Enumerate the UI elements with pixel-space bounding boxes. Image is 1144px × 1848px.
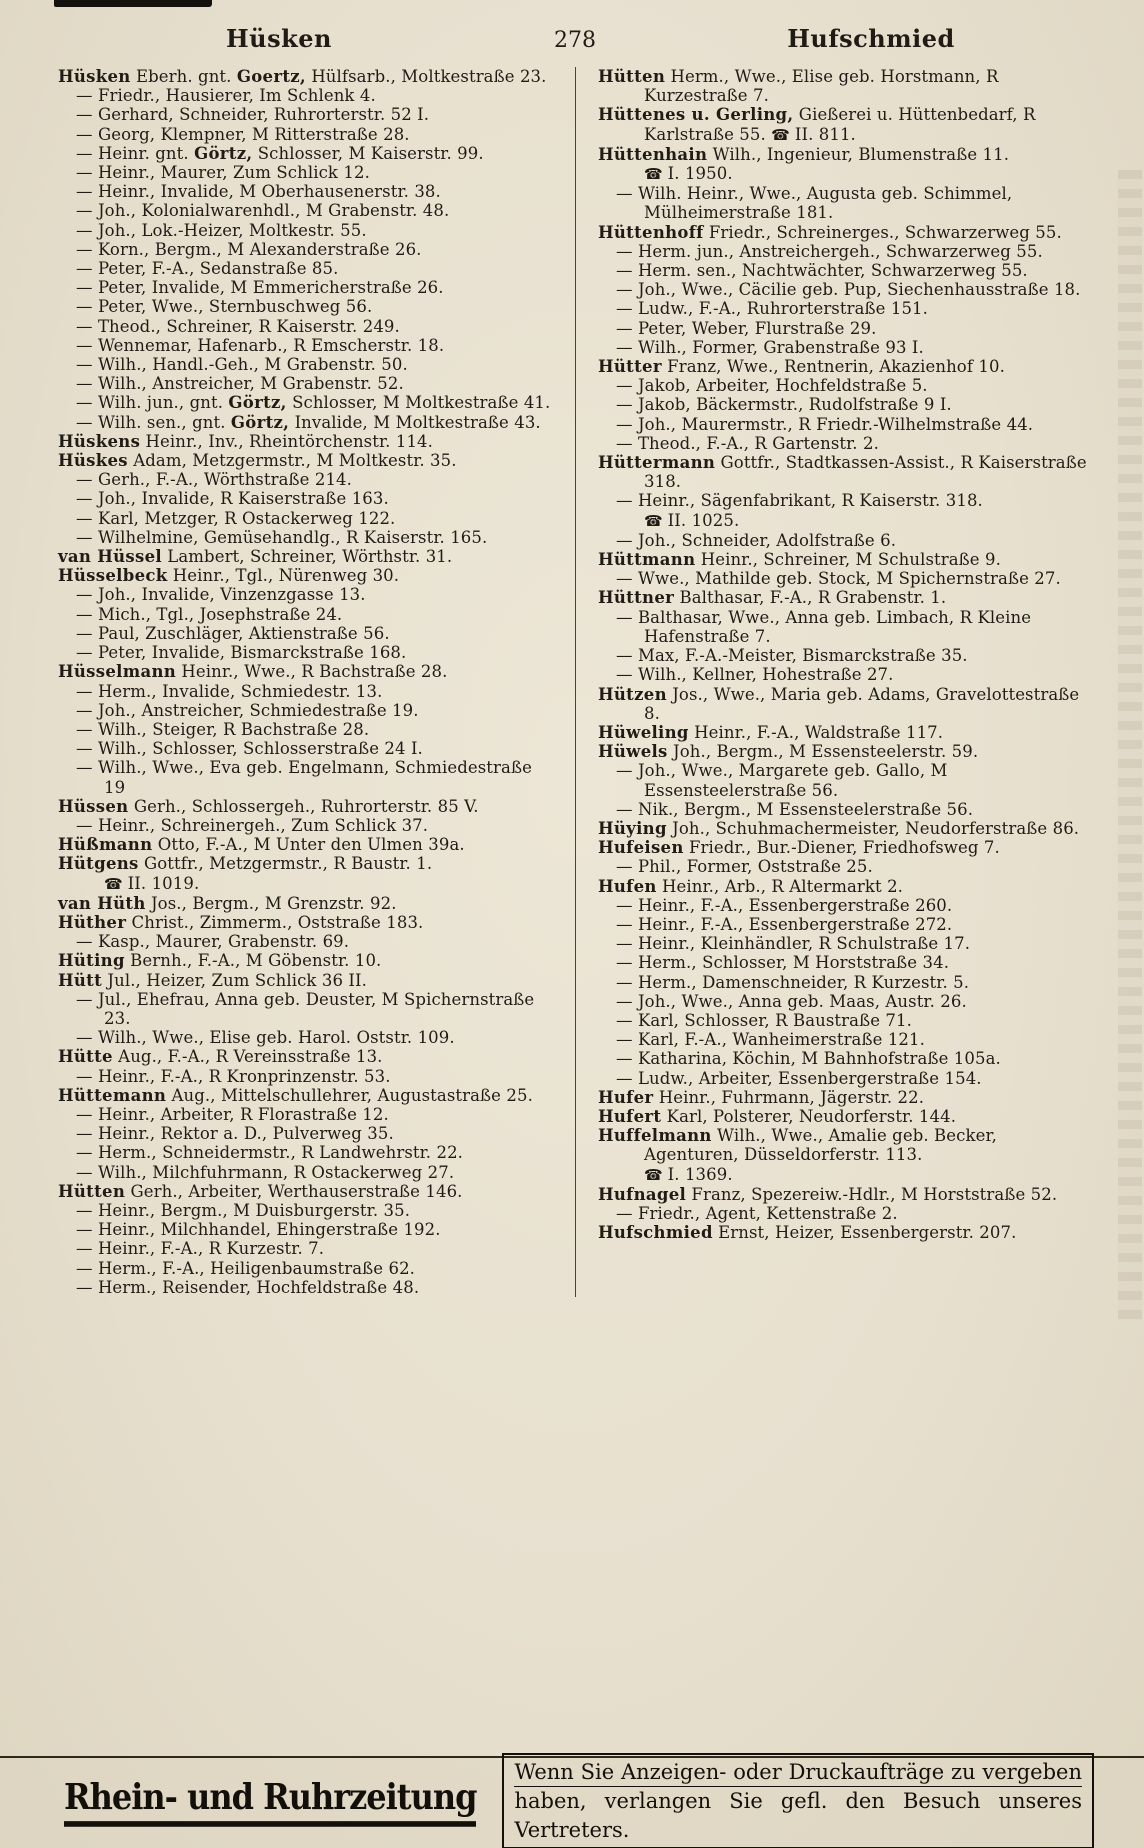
directory-entry (58, 432, 555, 451)
ad-message-box (502, 1753, 1094, 1848)
entry-text: — Theod., F.-A., R Gartenstr. 2. (616, 433, 879, 453)
surname: Hüttenhoff (598, 222, 704, 242)
entry-text: Friedr., Bur.-Diener, Friedhofsweg 7. (683, 838, 1000, 858)
entry-text: — Joh., Wwe., Cäcilie geb. Pup, Siechenhausstraße 18. (616, 280, 1081, 300)
surname: Hütgens (58, 854, 139, 874)
directory-entry (598, 453, 1092, 491)
entry-text: — Peter, Wwe., Sternbuschweg 56. (76, 297, 373, 317)
directory-entry-continuation (598, 319, 1092, 338)
entry-text: Schlosser, M Kaiserstr. 99. (252, 143, 484, 163)
surname: Hüsken (58, 67, 131, 86)
directory-entry-continuation (58, 990, 555, 1028)
entry-text: Hülfsarb., Moltkestraße 23. (305, 67, 547, 86)
directory-entry-continuation (58, 739, 555, 758)
directory-entry (58, 894, 555, 913)
entry-text: — Joh., Wwe., Anna geb. Maas, Austr. 26. (616, 991, 967, 1011)
directory-entry-continuation (58, 393, 555, 412)
telephone-icon: ☎ (771, 125, 795, 144)
directory-entry-continuation (58, 1239, 555, 1258)
entry-text: Joh., Bergm., M Essensteelerstr. 59. (667, 742, 979, 762)
directory-entry (598, 1223, 1092, 1242)
directory-entry (598, 105, 1092, 144)
directory-entry-continuation (598, 1011, 1092, 1030)
entry-text: Gottfr., Metzgermstr., R Baustr. 1. (138, 854, 433, 874)
entry-text: — Heinr., Rektor a. D., Pulverweg 35. (76, 1124, 394, 1144)
directory-entry (598, 550, 1092, 569)
entry-text: Ernst, Heizer, Essenbergerstr. 207. (712, 1223, 1017, 1243)
surname: Hüweling (598, 722, 689, 742)
entry-text: — Joh., Invalide, Vinzenzgasse 13. (76, 585, 366, 605)
directory-entry-continuation (58, 1143, 555, 1162)
surname: Hüsselmann (58, 662, 177, 682)
entry-text: Invalide, M Moltkestraße 43. (289, 412, 541, 432)
entry-text: — Balthasar, Wwe., Anna geb. Limbach, R Kleine Hafenstraße 7. (616, 607, 1032, 646)
entry-text: Heinr., Fuhrmann, Jägerstr. 22. (653, 1087, 925, 1107)
entry-text: — Wilh., Handl.-Geh., M Grabenstr. 50. (76, 355, 408, 375)
entry-text: Bernh., F.-A., M Göbenstr. 10. (124, 951, 382, 971)
surname: Hufnagel (598, 1184, 687, 1204)
directory-entry-continuation (58, 125, 555, 144)
entry-text: — Wennemar, Hafenarb., R Emscherstr. 18. (76, 335, 445, 355)
surname: Hüttemann (58, 1085, 167, 1105)
surname: Hüttenes u. Gerling, (598, 105, 794, 125)
column-left (58, 67, 575, 1297)
entry-text: — Wilh., Anstreicher, M Grabenstr. 52. (76, 374, 404, 394)
directory-entry-continuation (598, 1030, 1092, 1049)
surname: Goertz, (236, 67, 306, 86)
directory-entry-continuation (598, 1069, 1092, 1088)
entry-text: — Herm. jun., Anstreichergeh., Schwarzerweg 55. (616, 241, 1043, 261)
surname: Hüttner (598, 588, 675, 608)
surname: Görtz, (228, 393, 287, 413)
surname: Hufeisen (598, 838, 684, 858)
directory-entry-continuation (58, 163, 555, 182)
surname: Hüting (58, 951, 125, 971)
surname: Hüying (598, 818, 667, 838)
entry-text: — Heinr., Bergm., M Duisburgerstr. 35. (76, 1200, 411, 1220)
directory-entry-continuation (58, 336, 555, 355)
entry-text: Joh., Schuhmachermeister, Neudorferstraße 86. (666, 818, 1080, 838)
directory-entry-continuation (598, 434, 1092, 453)
page-bleedthrough (1118, 170, 1142, 1320)
entry-text: — Heinr., Maurer, Zum Schlick 12. (76, 163, 370, 183)
entry-text: Friedr., Schreinerges., Schwarzerweg 55. (703, 222, 1062, 242)
entry-text: — Karl, Schlosser, R Baustraße 71. (616, 1010, 912, 1030)
directory-entry-continuation (58, 489, 555, 508)
surname: Hufert (598, 1106, 662, 1126)
directory-entry (58, 451, 555, 470)
entry-text: Eberh. gnt. (130, 67, 237, 86)
directory-entry-continuation (58, 682, 555, 701)
entry-text: — Paul, Zuschläger, Aktienstraße 56. (76, 623, 390, 643)
entry-text: — Heinr., F.-A., R Kurzestr. 7. (76, 1239, 325, 1259)
surname: Hütten (598, 67, 666, 86)
entry-text: — Heinr., Milchhandel, Ehingerstraße 192. (76, 1220, 441, 1240)
directory-entry-continuation (598, 184, 1092, 222)
entry-text: — Heinr., F.-A., Essenbergerstraße 260. (616, 895, 953, 915)
entry-text: Gerh., Schlossergeh., Ruhrorterstr. 85 V. (128, 796, 479, 816)
directory-entry-continuation (598, 531, 1092, 550)
directory-entry-continuation (58, 509, 555, 528)
surname: Hüttenhain (598, 144, 708, 164)
directory-entry (58, 566, 555, 585)
phone-number: II. 1025. (667, 510, 740, 530)
entry-text: Heinr., Wwe., R Bachstraße 28. (176, 662, 448, 682)
directory-entry-continuation (598, 992, 1092, 1011)
directory-entry-continuation (58, 528, 555, 547)
entry-text: Karl, Polsterer, Neudorferstr. 144. (661, 1106, 957, 1126)
surname: Hüttermann (598, 453, 716, 473)
entry-text: — Herm., Reisender, Hochfeldstraße 48. (76, 1277, 420, 1297)
entry-text: — Jul., Ehefrau, Anna geb. Deuster, M Spichernstraße 23. (76, 989, 535, 1028)
entry-text: — Joh., Maurermstr., R Friedr.-Wilhelmstraße 44. (616, 414, 1034, 434)
surname: van Hüth (58, 893, 146, 913)
surname: Hüttmann (598, 550, 696, 570)
directory-entry (598, 723, 1092, 742)
directory-entry (598, 145, 1092, 184)
entry-text: Heinr., Tgl., Nürenweg 30. (167, 566, 400, 586)
directory-entry-continuation (58, 355, 555, 374)
surname: Hüwels (598, 742, 668, 762)
entry-text: — Peter, F.-A., Sedanstraße 85. (76, 259, 339, 279)
entry-text: — Phil., Former, Oststraße 25. (616, 857, 873, 877)
directory-entry-continuation (598, 299, 1092, 318)
directory-entry-continuation (58, 259, 555, 278)
directory-entry-continuation (598, 761, 1092, 799)
entry-text: — Wilh., Former, Grabenstraße 93 I. (616, 337, 924, 357)
directory-entry-continuation (598, 973, 1092, 992)
entry-text: — Wilh., Wwe., Eva geb. Engelmann, Schmiedestraße 19 (76, 758, 532, 797)
directory-entry-continuation (58, 182, 555, 201)
entry-text: — Joh., Lok.-Heizer, Moltkestr. 55. (76, 220, 367, 240)
surname: Hüskes (58, 451, 128, 471)
directory-entry-continuation (58, 105, 555, 124)
entry-text: — Heinr. gnt. (76, 143, 195, 163)
phone-number: II. 811. (794, 124, 856, 144)
entry-text: — Katharina, Köchin, M Bahnhofstraße 105a. (616, 1049, 1001, 1069)
directory-entry (598, 588, 1092, 607)
entry-text: — Heinr., F.-A., R Kronprinzenstr. 53. (76, 1066, 391, 1086)
directory-entry-continuation (58, 720, 555, 739)
entry-text: Wilh., Wwe., Amalie geb. Becker, Agenturen, Düsseldorferstr. 113. (644, 1126, 997, 1165)
entry-text: Heinr., Schreiner, M Schulstraße 9. (695, 550, 1001, 570)
entry-text: — Wilh. Heinr., Wwe., Augusta geb. Schimmel, Mülheimerstraße 181. (616, 184, 1013, 223)
ad-message-line-2: haben, verlangen Sie gefl. den Besuch unseres Vertreters. (514, 1786, 1082, 1844)
directory-entry (58, 1182, 555, 1201)
directory-entry-continuation (58, 470, 555, 489)
phone-number: II. 1019. (127, 873, 200, 893)
directory-entry (598, 1088, 1092, 1107)
directory-entry-continuation (598, 915, 1092, 934)
surname: Hüskens (58, 431, 141, 451)
directory-entry-continuation (58, 86, 555, 105)
entry-text: — Heinr., Arbeiter, R Florastraße 12. (76, 1104, 389, 1124)
directory-entry-continuation (598, 242, 1092, 261)
entry-text: — Herm., F.-A., Heiligenbaumstraße 62. (76, 1258, 416, 1278)
entry-text: — Heinr., Kleinhändler, R Schulstraße 17. (616, 934, 971, 954)
entry-text: Heinr., Inv., Rheintörchenstr. 114. (140, 431, 433, 451)
directory-entry-continuation (598, 646, 1092, 665)
directory-entry-continuation (58, 643, 555, 662)
entry-text: — Wwe., Mathilde geb. Stock, M Spichernstraße 27. (616, 569, 1061, 589)
entry-text: Schlosser, M Moltkestraße 41. (286, 393, 551, 413)
header-keyword-left: Hüsken (226, 24, 332, 53)
directory-entry-continuation (58, 1220, 555, 1239)
telephone-icon: ☎ (104, 874, 128, 893)
entry-text: Otto, F.-A., M Unter den Ulmen 39a. (152, 835, 465, 855)
directory-entry-continuation (598, 280, 1092, 299)
entry-text: — Ludw., F.-A., Ruhrorterstraße 151. (616, 299, 928, 319)
entry-text: — Wilh., Steiger, R Bachstraße 28. (76, 719, 370, 739)
directory-entry (598, 357, 1092, 376)
entry-text: — Joh., Anstreicher, Schmiedestraße 19. (76, 700, 419, 720)
directory-entry-continuation (598, 953, 1092, 972)
entry-text: — Jakob, Bäckermstr., Rudolfstraße 9 I. (616, 395, 952, 415)
directory-entry-continuation (598, 857, 1092, 876)
entry-text: — Ludw., Arbeiter, Essenbergerstraße 154. (616, 1068, 982, 1088)
surname: Görtz, (230, 412, 290, 432)
directory-entry (58, 547, 555, 566)
page-number: 278 (554, 28, 596, 53)
directory-entry-continuation (58, 317, 555, 336)
entry-text: Gießerei u. Hüttenbedarf, R Karlstraße 55. (644, 105, 1036, 144)
phone-number: I. 1369. (667, 1164, 733, 1184)
directory-entry (598, 819, 1092, 838)
column-right (575, 67, 1092, 1297)
directory-entry-continuation (58, 816, 555, 835)
surname: Hütten (58, 1181, 126, 1201)
page-header (58, 24, 1092, 53)
entry-text: — Jakob, Arbeiter, Hochfeldstraße 5. (616, 376, 928, 396)
directory-entry-continuation (58, 624, 555, 643)
directory-entry-continuation (598, 491, 1092, 530)
entry-text: — Max, F.-A.-Meister, Bismarckstraße 35. (616, 646, 968, 666)
directory-entry-continuation (58, 1124, 555, 1143)
directory-entry-continuation (598, 608, 1092, 646)
directory-entry-continuation (598, 261, 1092, 280)
directory-columns (58, 67, 1092, 1297)
directory-entry-continuation (58, 1163, 555, 1182)
entry-text: — Joh., Wwe., Margarete geb. Gallo, M Essensteelerstraße 56. (616, 761, 948, 800)
directory-entry (58, 797, 555, 816)
entry-text: — Joh., Schneider, Adolfstraße 6. (616, 530, 897, 550)
directory-entry-continuation (58, 374, 555, 393)
entry-text: Lambert, Schreiner, Wörthstr. 31. (161, 547, 453, 567)
entry-text: — Wilhelmine, Gemüsehandlg., R Kaiserstr. 165. (76, 527, 488, 547)
entry-text: — Herm., Schneidermstr., R Landwehrstr. 22. (76, 1143, 464, 1163)
directory-entry (598, 685, 1092, 723)
directory-entry-continuation (58, 1201, 555, 1220)
entry-text: — Wilh., Kellner, Hohestraße 27. (616, 665, 894, 685)
surname: Hütt (58, 970, 103, 990)
entry-text: — Kasp., Maurer, Grabenstr. 69. (76, 932, 350, 952)
directory-entry (58, 662, 555, 681)
directory-entry (58, 1047, 555, 1066)
entry-text: — Wilh., Milchfuhrmann, R Ostackerweg 27. (76, 1162, 455, 1182)
directory-entry-continuation (58, 201, 555, 220)
entry-text: — Wilh. sen., gnt. (76, 412, 231, 432)
directory-entry (58, 1086, 555, 1105)
directory-entry-continuation (58, 297, 555, 316)
entry-text: Gerh., Arbeiter, Werthauserstraße 146. (125, 1181, 463, 1201)
directory-entry (598, 1185, 1092, 1204)
directory-entry-continuation (598, 896, 1092, 915)
entry-text: Franz, Wwe., Rentnerin, Akazienhof 10. (661, 357, 1005, 377)
directory-entry (598, 877, 1092, 896)
directory-entry-continuation (58, 1278, 555, 1297)
entry-text: — Peter, Invalide, Bismarckstraße 168. (76, 643, 407, 663)
entry-text: — Mich., Tgl., Josephstraße 24. (76, 604, 343, 624)
entry-text: Aug., Mittelschullehrer, Augustastraße 25. (166, 1085, 533, 1105)
directory-entry-continuation (58, 221, 555, 240)
directory-entry-continuation (58, 758, 555, 796)
entry-text: Heinr., F.-A., Waldstraße 117. (688, 722, 944, 742)
directory-entry-continuation (598, 569, 1092, 588)
entry-text: — Herm., Invalide, Schmiedestr. 13. (76, 681, 383, 701)
surname: Hütte (58, 1047, 113, 1067)
directory-entry (58, 835, 555, 854)
surname: Hüsselbeck (58, 566, 168, 586)
entry-text: Adam, Metzgermstr., M Moltkestr. 35. (127, 451, 457, 471)
directory-entry-continuation (58, 1105, 555, 1124)
surname: Hufschmied (598, 1223, 713, 1243)
entry-text: — Peter, Weber, Flurstraße 29. (616, 318, 877, 338)
directory-entry-continuation (598, 1049, 1092, 1068)
directory-entry (58, 971, 555, 990)
advertisement (0, 1756, 1144, 1848)
entry-text: Wilh., Ingenieur, Blumenstraße 11. (707, 144, 1010, 164)
directory-entry-continuation (58, 413, 555, 432)
surname: Hüssen (58, 796, 129, 816)
entry-text: Christ., Zimmerm., Oststraße 183. (126, 912, 424, 932)
directory-entry-continuation (598, 800, 1092, 819)
entry-text: — Heinr., F.-A., Essenbergerstraße 272. (616, 914, 953, 934)
entry-text: — Theod., Schreiner, R Kaiserstr. 249. (76, 316, 400, 336)
entry-text: — Friedr., Agent, Kettenstraße 2. (616, 1203, 898, 1223)
entry-text: — Heinr., Schreinergeh., Zum Schlick 37. (76, 815, 429, 835)
surname: Huffelmann (598, 1126, 712, 1146)
entry-text: — Wilh. jun., gnt. (76, 393, 229, 413)
entry-text: — Herm., Damenschneider, R Kurzestr. 5. (616, 972, 970, 992)
directory-entry-continuation (58, 1067, 555, 1086)
telephone-icon: ☎ (644, 511, 668, 530)
directory-entry-continuation (58, 240, 555, 259)
entry-text: Jos., Wwe., Maria geb. Adams, Gravelottestraße 8. (644, 684, 1080, 723)
directory-entry (58, 913, 555, 932)
entry-text: — Heinr., Sägenfabrikant, R Kaiserstr. 318. (616, 491, 983, 511)
telephone-icon: ☎ (644, 165, 668, 184)
ad-brand-name: Rhein- und Ruhrzeitung (64, 1775, 476, 1827)
directory-entry-continuation (58, 605, 555, 624)
directory-entry-continuation (58, 144, 555, 163)
directory-entry-continuation (58, 585, 555, 604)
header-keyword-right: Hufschmied (787, 24, 955, 53)
directory-entry-continuation (598, 1204, 1092, 1223)
surname: Hütter (598, 357, 662, 377)
directory-entry-continuation (58, 1259, 555, 1278)
surname: van Hüssel (58, 547, 162, 567)
directory-entry-continuation (598, 415, 1092, 434)
entry-text: — Wilh., Schlosser, Schlosserstraße 24 I. (76, 739, 423, 759)
entry-text: — Korn., Bergm., M Alexanderstraße 26. (76, 239, 422, 259)
directory-entry-continuation (58, 278, 555, 297)
entry-text: — Joh., Kolonialwarenhdl., M Grabenstr. 48. (76, 201, 450, 221)
telephone-icon: ☎ (644, 1165, 668, 1184)
directory-entry-continuation (58, 1028, 555, 1047)
entry-text: Herm., Wwe., Elise geb. Horstmann, R Kurzestraße 7. (644, 67, 999, 106)
entry-text: Aug., F.-A., R Vereinsstraße 13. (112, 1047, 383, 1067)
entry-text: — Nik., Bergm., M Essensteelerstraße 56. (616, 799, 974, 819)
entry-text: Jos., Bergm., M Grenzstr. 92. (145, 893, 397, 913)
directory-entry-continuation (598, 338, 1092, 357)
entry-text: — Karl, Metzger, R Ostackerweg 122. (76, 508, 396, 528)
directory-entry-continuation (598, 395, 1092, 414)
surname: Hützen (598, 684, 667, 704)
directory-entry (598, 1107, 1092, 1126)
directory-entry (598, 838, 1092, 857)
ad-message-line-1: Wenn Sie Anzeigen- oder Druckaufträge zu vergeben (514, 1759, 1082, 1784)
directory-entry-continuation (58, 932, 555, 951)
entry-text: — Karl, F.-A., Wanheimerstraße 121. (616, 1030, 925, 1050)
directory-entry (598, 1126, 1092, 1185)
surname: Hüßmann (58, 835, 153, 855)
entry-text: — Peter, Invalide, M Emmericherstraße 26. (76, 278, 444, 298)
entry-text: Heinr., Arb., R Altermarkt 2. (656, 876, 904, 896)
entry-text: — Gerhard, Schneider, Ruhrorterstr. 52 I. (76, 105, 430, 125)
entry-text: — Wilh., Wwe., Elise geb. Harol. Oststr. 109. (76, 1028, 455, 1048)
surname: Hufen (598, 876, 657, 896)
entry-text: Jul., Heizer, Zum Schlick 36 II. (102, 970, 367, 990)
surname: Hüther (58, 912, 127, 932)
directory-entry (598, 67, 1092, 105)
directory-entry (598, 223, 1092, 242)
entry-text: Franz, Spezereiw.-Hdlr., M Horststraße 52. (686, 1184, 1058, 1204)
directory-entry (58, 951, 555, 970)
directory-entry-continuation (598, 376, 1092, 395)
entry-text: — Joh., Invalide, R Kaiserstraße 163. (76, 489, 389, 509)
scan-artifact (54, 0, 212, 7)
surname: Hufer (598, 1087, 654, 1107)
entry-text: — Gerh., F.-A., Wörthstraße 214. (76, 470, 352, 490)
directory-entry-continuation (58, 701, 555, 720)
directory-entry (598, 742, 1092, 761)
directory-entry-continuation (598, 934, 1092, 953)
entry-text: Balthasar, F.-A., R Grabenstr. 1. (674, 588, 947, 608)
directory-entry-continuation (598, 665, 1092, 684)
phone-number: I. 1950. (667, 164, 733, 184)
directory-entry (58, 854, 555, 893)
entry-text: — Herm., Schlosser, M Horststraße 34. (616, 953, 950, 973)
entry-text: Gottfr., Stadtkassen-Assist., R Kaiserstraße 318. (644, 453, 1087, 492)
entry-text: — Friedr., Hausierer, Im Schlenk 4. (76, 86, 376, 106)
entry-text: — Georg, Klempner, M Ritterstraße 28. (76, 124, 410, 144)
entry-text: — Heinr., Invalide, M Oberhausenerstr. 38. (76, 182, 441, 202)
surname: Görtz, (194, 143, 253, 163)
directory-entry (58, 67, 555, 86)
entry-text: — Herm. sen., Nachtwächter, Schwarzerweg 55. (616, 261, 1028, 281)
